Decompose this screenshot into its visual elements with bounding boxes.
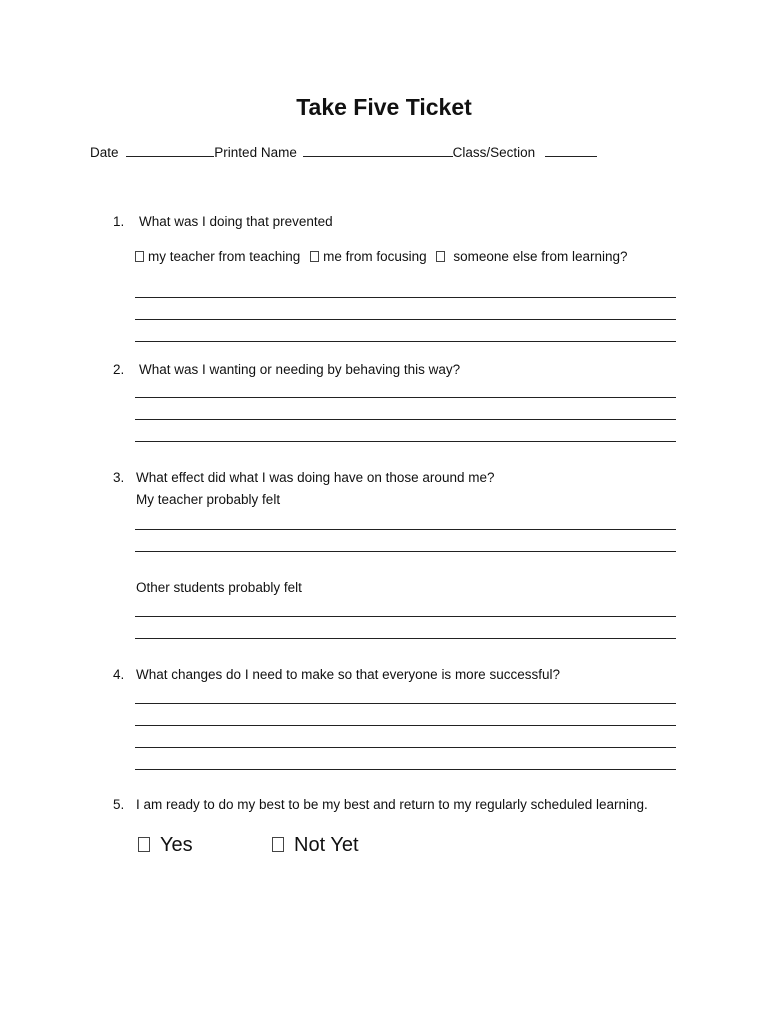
q2-number: 2. <box>113 362 125 377</box>
page-title: Take Five Ticket <box>296 94 472 120</box>
printed-name-field[interactable] <box>303 144 453 157</box>
checkbox-yes[interactable] <box>138 837 150 852</box>
date-field[interactable] <box>126 144 214 157</box>
q2-answer-line[interactable] <box>135 441 676 442</box>
q1-answer-line[interactable] <box>135 319 676 320</box>
q1-answer-line[interactable] <box>135 297 676 298</box>
q2-answer-line[interactable] <box>135 397 676 398</box>
checkbox-not-yet[interactable] <box>272 837 284 852</box>
q5-number: 5. <box>113 797 125 812</box>
q4-answer-line[interactable] <box>135 769 676 770</box>
not-yet-label: Not Yet <box>294 834 359 856</box>
checkbox-others[interactable] <box>436 251 445 262</box>
q1-number: 1. <box>113 214 125 229</box>
option-focusing-label: me from focusing <box>323 249 427 264</box>
date-label: Date <box>90 145 119 160</box>
q4-answer-line[interactable] <box>135 747 676 748</box>
q4-prompt: What changes do I need to make so that everyone is more successful? <box>136 667 560 682</box>
option-teacher-label: my teacher from teaching <box>148 249 301 264</box>
q3-number: 3. <box>113 470 125 485</box>
q1-answer-line[interactable] <box>135 341 676 342</box>
not-yet-option <box>272 834 359 857</box>
yes-label: Yes <box>160 834 193 856</box>
q2-answer-line[interactable] <box>135 419 676 420</box>
q3-students-answer-line[interactable] <box>135 616 676 617</box>
q1-prompt: What was I doing that prevented <box>139 214 333 229</box>
class-section-label: Class/Section <box>452 145 536 160</box>
checkbox-teacher[interactable] <box>135 251 144 262</box>
q3-students-answer-line[interactable] <box>135 638 676 639</box>
class-section-field[interactable] <box>545 144 597 157</box>
option-others-label: someone else from learning? <box>453 249 628 264</box>
q4-answer-line[interactable] <box>135 703 676 704</box>
q4-answer-line[interactable] <box>135 725 676 726</box>
q1-options <box>135 249 628 264</box>
q2-prompt: What was I wanting or needing by behaving this way? <box>139 362 461 377</box>
printed-name-label: Printed Name <box>214 145 297 160</box>
header-row <box>90 144 597 160</box>
q3-teacher-answer-line[interactable] <box>135 551 676 552</box>
yes-option <box>138 834 193 857</box>
q5-prompt: I am ready to do my best to be my best and return to my regularly scheduled learning. <box>136 797 648 812</box>
q3-teacher-label: My teacher probably felt <box>136 492 281 507</box>
q3-students-label: Other students probably felt <box>136 580 302 595</box>
q4-number: 4. <box>113 667 125 682</box>
checkbox-focusing[interactable] <box>310 251 319 262</box>
q3-teacher-answer-line[interactable] <box>135 529 676 530</box>
q3-prompt: What effect did what I was doing have on those around me? <box>136 470 495 485</box>
